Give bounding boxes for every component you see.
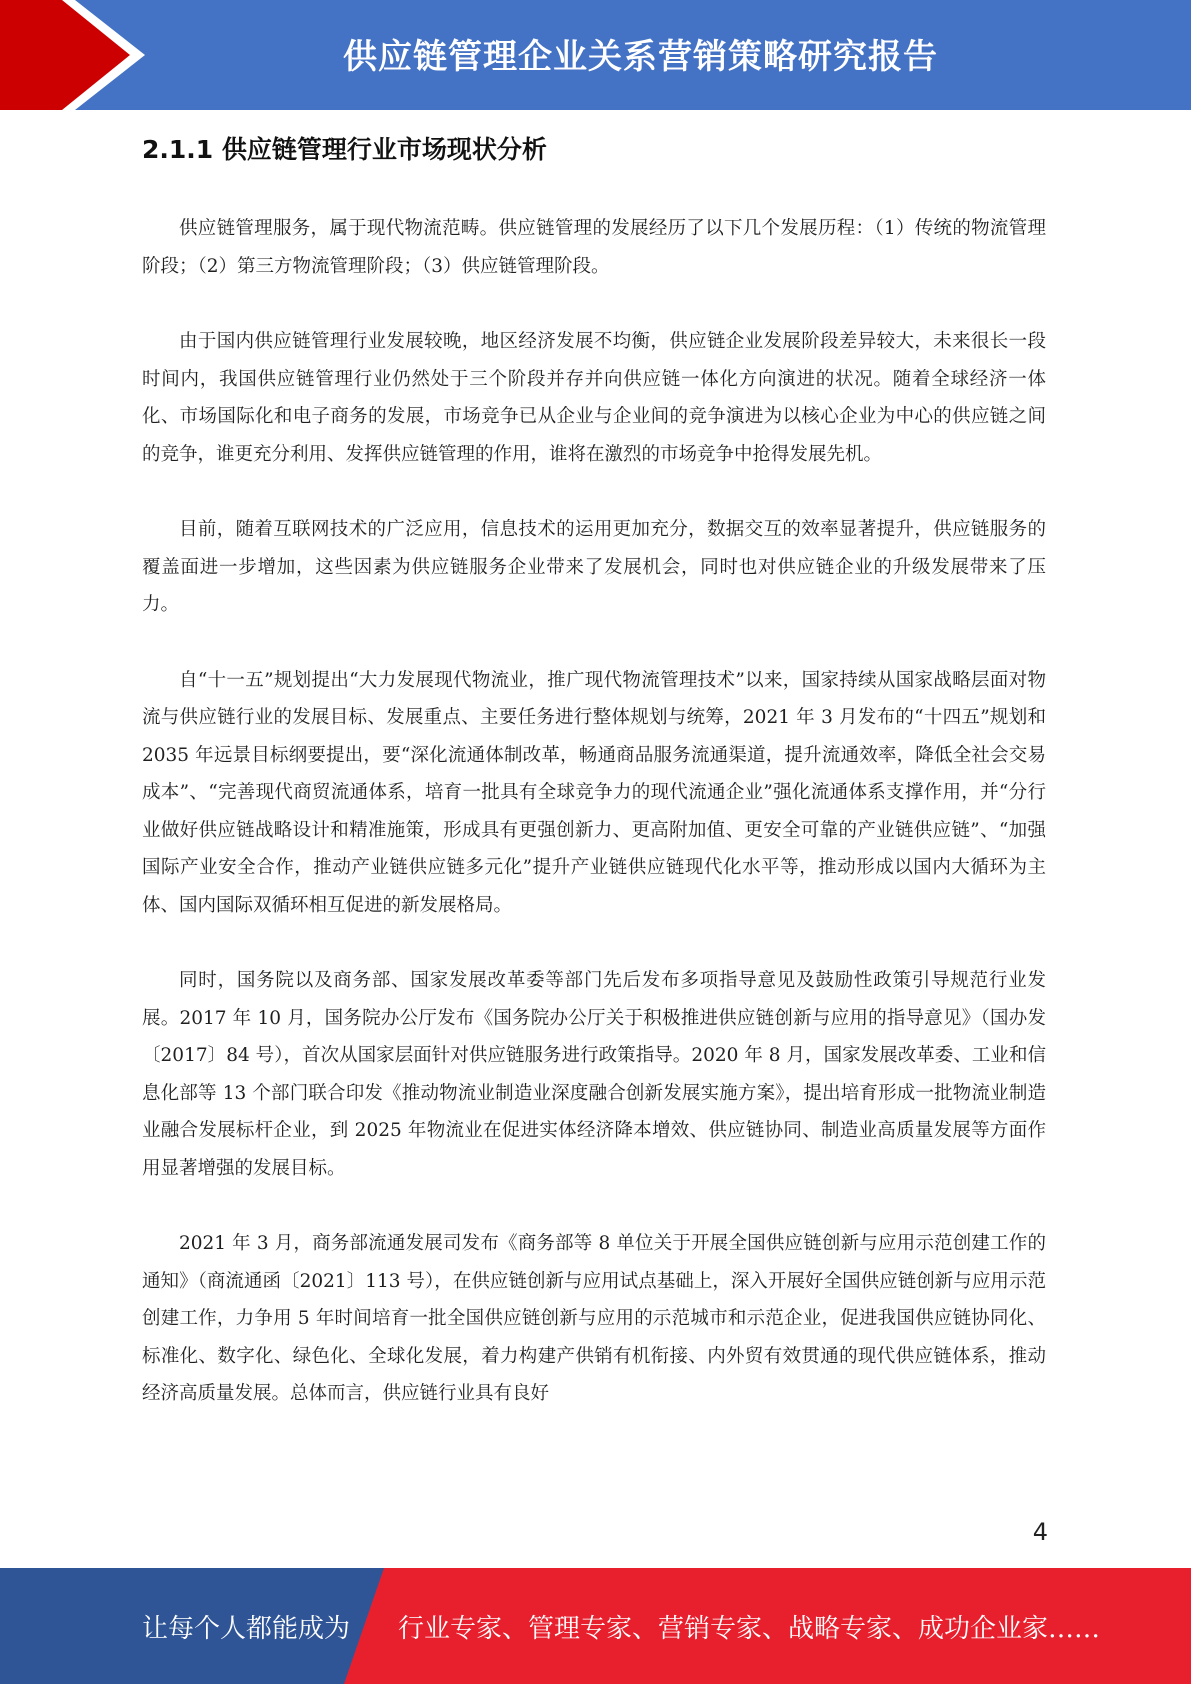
paragraph: 目前，随着互联网技术的广泛应用，信息技术的运用更加充分，数据交互的效率显著提升，供应链服务的覆盖面进一步增加，这些因素为供应链服务企业带来了发展机会，同时也对供应链企业的升级发展带来了压力。 [142,519,1046,615]
footer-slogan-right: 行业专家、管理专家、营销专家、战略专家、成功企业家…… [398,1613,1101,1644]
report-title: 供应链管理企业关系营销策略研究报告 [343,36,938,77]
paragraph: 供应链管理服务，属于现代物流范畴。供应链管理的发展经历了以下几个发展历程：（1）传统的物流管理阶段；（2）第三方物流管理阶段；（3）供应链管理阶段。 [142,218,1046,277]
page-number: 4 [1032,1518,1048,1546]
paragraph: 由于国内供应链管理行业发展较晚，地区经济发展不均衡，供应链企业发展阶段差异较大，未来很长一段时间内，我国供应链管理行业仍然处于三个阶段并存并向供应链一体化方向演进的状况。随着全球经济一体化、市场国际化和电子商务的发展，市场竞争已从企业与企业间的竞争演进为以核心企业为中心的供应链之间的竞争，谁更充分利用、发挥供应链管理的作用，谁将在激烈的市场竞争中抢得发展先机。 [142,331,1046,465]
page-footer [0,1568,1191,1684]
paragraph: 2021 年 3 月，商务部流通发展司发布《商务部等 8 单位关于开展全国供应链创新与应用示范创建工作的通知》（商流通函〔2021〕113 号），在供应链创新与应用试点基础上，深入开展好全国供应链创新与应用示范创建工作，力争用 5 年时间培育一批全国供应链创新与应用的示范城市和示范企业，促进我国供应链协同化、标准化、数字化、绿色化、全球化发展，着力构建产供销有机衔接、内外贸有效贯通的现代供应链体系，推动经济高质量发展。总体而言，供应链行业具有良好 [142,1233,1046,1404]
section-heading: 2.1.1 供应链管理行业市场现状分析 [142,135,547,164]
body-text [142,210,1046,1451]
footer-slogan-left: 让每个人都能成为 [142,1613,351,1644]
page-header [0,0,1191,110]
paragraph: 同时，国务院以及商务部、国家发展改革委等部门先后发布多项指导意见及鼓励性政策引导规范行业发展。2017 年 10 月，国务院办公厅发布《国务院办公厅关于积极推进供应链创新与应用的指导意见》（国办发〔2017〕84 号），首次从国家层面针对供应链服务进行政策指导。2020 年 8 月，国家发展改革委、工业和信息化部等 13 个部门联合印发《推动物流业制造业深度融合创新发展实施方案》，提出培育形成一批物流业制造业融合发展标杆企业，到 2025 年物流业在促进实体经济降本增效、供应链协同、制造业高质量发展等方面作用显著增强的发展目标。 [142,970,1046,1179]
paragraph: 自“十一五”规划提出“大力发展现代物流业，推广现代物流管理技术”以来，国家持续从国家战略层面对物流与供应链行业的发展目标、发展重点、主要任务进行整体规划与统筹，2021 年 3 月发布的“十四五”规划和 2035 年远景目标纲要提出，要“深化流通体制改革，畅通商品服务流通渠道，提升流通效率，降低全社会交易成本”、“完善现代商贸流通体系，培育一批具有全球竞争力的现代流通企业”强化流通体系支撑作用，并“分行业做好供应链战略设计和精准施策，形成具有更强创新力、更高附加值、更安全可靠的产业链供应链”、“加强国际产业安全合作，推动产业链供应链多元化”提升产业链供应链现代化水平等，推动形成以国内大循环为主体、国内国际双循环相互促进的新发展格局。 [142,669,1046,916]
chevron-decoration-icon [0,0,160,110]
